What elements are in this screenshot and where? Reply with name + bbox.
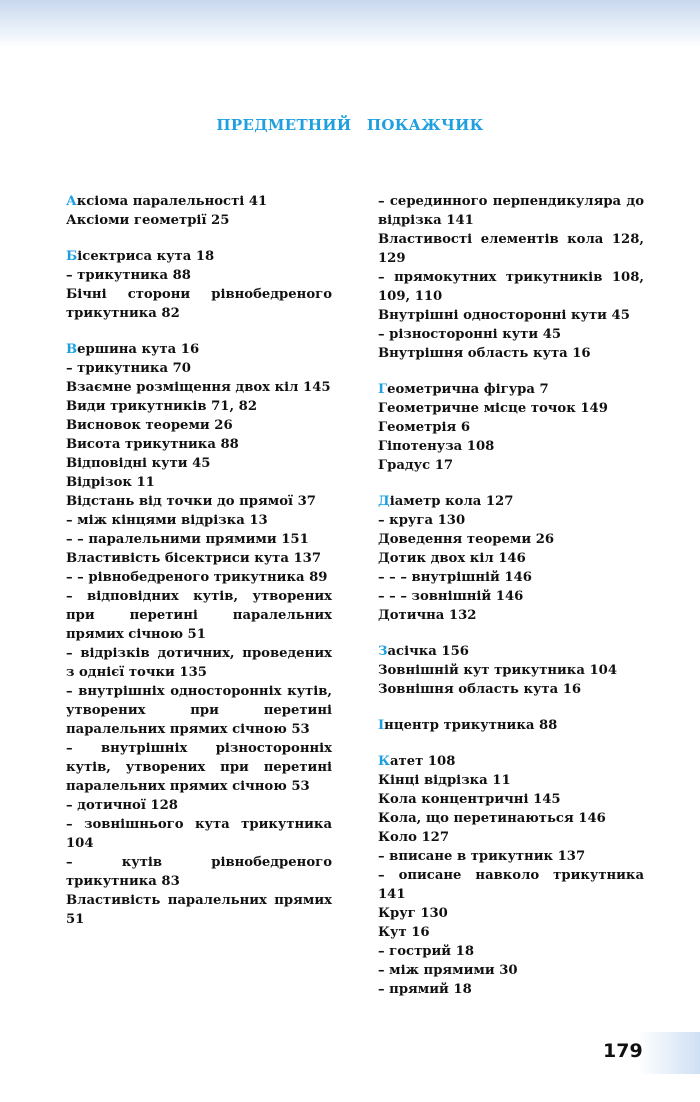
index-entry xyxy=(378,716,644,735)
index-entry: Дотик двох кіл 146 xyxy=(378,551,526,566)
index-initial-letter: Г xyxy=(378,382,388,397)
index-entry: Бічні сторони рівнобедреного трикутника 82 xyxy=(66,287,332,321)
index-entry-text: нцентр трикутника 88 xyxy=(384,718,558,733)
index-group-Г xyxy=(378,380,644,475)
index-entry: – між прямими 30 xyxy=(378,963,518,978)
index-entry: – різносторонні кути 45 xyxy=(378,327,562,342)
index-entry: – відповідних кутів, утворених при перетині паралельних прямих січною 51 xyxy=(66,589,332,642)
index-entry: Відповідні кути 45 xyxy=(66,456,211,471)
index-entry xyxy=(66,340,332,359)
index-entry-text: ершина кута 16 xyxy=(77,342,200,357)
index-entry: – внутрішніх різносторонніх кутів, утворених при перетині паралельних прямих січною 53 xyxy=(66,741,332,794)
index-entry: – прямокутних трикутників 108, 109, 110 xyxy=(378,270,644,304)
index-entry-text: ісектриса кута 18 xyxy=(77,249,215,264)
index-initial-letter: К xyxy=(378,754,390,769)
index-entry-text: атет 108 xyxy=(390,754,456,769)
index-entry: Внутрішня область кута 16 xyxy=(378,346,591,361)
index-entry-text: еометрична фігура 7 xyxy=(387,382,549,397)
index-group-А xyxy=(66,192,332,230)
index-entry: Геометрія 6 xyxy=(378,420,471,435)
index-entry xyxy=(66,247,332,266)
index-entry: Відстань від точки до прямої 37 xyxy=(66,494,316,509)
index-entry: Зовнішня область кута 16 xyxy=(378,682,582,697)
index-entry: – відрізків дотичних, проведених з однієї точки 135 xyxy=(66,646,332,680)
index-entry: – зовнішнього кута трикутника 104 xyxy=(66,817,332,851)
index-entry: – кутів рівнобедреного трикутника 83 xyxy=(66,855,332,889)
index-column-left xyxy=(66,192,332,946)
index-initial-letter: І xyxy=(378,718,385,733)
index-group-З xyxy=(378,642,644,699)
index-entry: Геометричне місце точок 149 xyxy=(378,401,608,416)
index-entry: – – паралельними прямими 151 xyxy=(66,532,309,547)
index-entry xyxy=(378,492,644,511)
page-title: ПРЕДМЕТНИЙ ПОКАЖЧИК xyxy=(216,116,484,134)
index-entry: – вписане в трикутник 137 xyxy=(378,849,586,864)
index-entry-text: іаметр кола 127 xyxy=(389,494,514,509)
index-entry: Доведення теореми 26 xyxy=(378,532,555,547)
index-entry xyxy=(378,380,644,399)
index-entry: Гіпотенуза 108 xyxy=(378,439,495,454)
index-entry: Кола, що перетинаються 146 xyxy=(378,811,606,826)
index-entry: – трикутника 88 xyxy=(66,268,191,283)
index-group-В xyxy=(66,340,332,929)
index-entry: Взаємне розміщення двох кіл 145 xyxy=(66,380,331,395)
index-column-right xyxy=(378,192,644,1016)
index-entry: Властивості елементів кола 128, 129 xyxy=(378,232,644,266)
index-entry: Коло 127 xyxy=(378,830,450,845)
index-initial-letter: Д xyxy=(378,494,390,509)
index-entry: – – – внутрішній 146 xyxy=(378,570,532,585)
index-entry: Круг 130 xyxy=(378,906,448,921)
index-entry: – дотичної 128 xyxy=(66,798,178,813)
index-entry: Кут 16 xyxy=(378,925,430,940)
index-entry: Аксіоми геометрії 25 xyxy=(66,213,230,228)
index-entry: Відрізок 11 xyxy=(66,475,155,490)
index-entry: Градус 17 xyxy=(378,458,454,473)
index-entry: – трикутника 70 xyxy=(66,361,191,376)
index-entry: – внутрішніх односторонніх кутів, утворених при перетині паралельних прямих січною 53 xyxy=(66,684,332,737)
index-entry: – круга 130 xyxy=(378,513,466,528)
index-entry: Види трикутників 71, 82 xyxy=(66,399,258,414)
index-entry: Кола концентричні 145 xyxy=(378,792,561,807)
index-entry: Властивість паралельних прямих 51 xyxy=(66,893,332,927)
index-entry: Зовнішній кут трикутника 104 xyxy=(378,663,617,678)
index-entry: – між кінцями відрізка 13 xyxy=(66,513,268,528)
index-entry: – прямий 18 xyxy=(378,982,472,997)
corner-band xyxy=(638,1032,700,1074)
index-group-continued xyxy=(378,192,644,363)
index-entry-text: асічка 156 xyxy=(387,644,469,659)
index-entry xyxy=(378,642,644,661)
index-entry: – описане навколо трикутника 141 xyxy=(378,868,644,902)
index-entry: – гострий 18 xyxy=(378,944,474,959)
index-entry: Внутрішні односторонні кути 45 xyxy=(378,308,630,323)
index-entry xyxy=(66,192,332,211)
index-entry-text: ксіома паралельності 41 xyxy=(76,194,268,209)
index-initial-letter: В xyxy=(66,342,78,357)
index-group-Д xyxy=(378,492,644,625)
index-entry xyxy=(378,752,644,771)
index-group-І xyxy=(378,716,644,735)
index-entry: – – рівнобедреного трикутника 89 xyxy=(66,570,328,585)
header-band xyxy=(0,0,700,48)
page-number: 179 xyxy=(603,1040,643,1062)
index-entry: Висновок теореми 26 xyxy=(66,418,233,433)
index-initial-letter: А xyxy=(66,194,77,209)
index-entry: Властивість бісектриси кута 137 xyxy=(66,551,322,566)
index-initial-letter: З xyxy=(378,644,388,659)
index-group-Б xyxy=(66,247,332,323)
index-entry: Кінці відрізка 11 xyxy=(378,773,511,788)
index-entry: Дотична 132 xyxy=(378,608,477,623)
index-group-К xyxy=(378,752,644,999)
index-entry: Висота трикутника 88 xyxy=(66,437,239,452)
index-initial-letter: Б xyxy=(66,249,78,264)
index-entry: – – – зовнішній 146 xyxy=(378,589,524,604)
index-entry: – серединного перпендикуляра до відрізка 141 xyxy=(378,194,644,228)
